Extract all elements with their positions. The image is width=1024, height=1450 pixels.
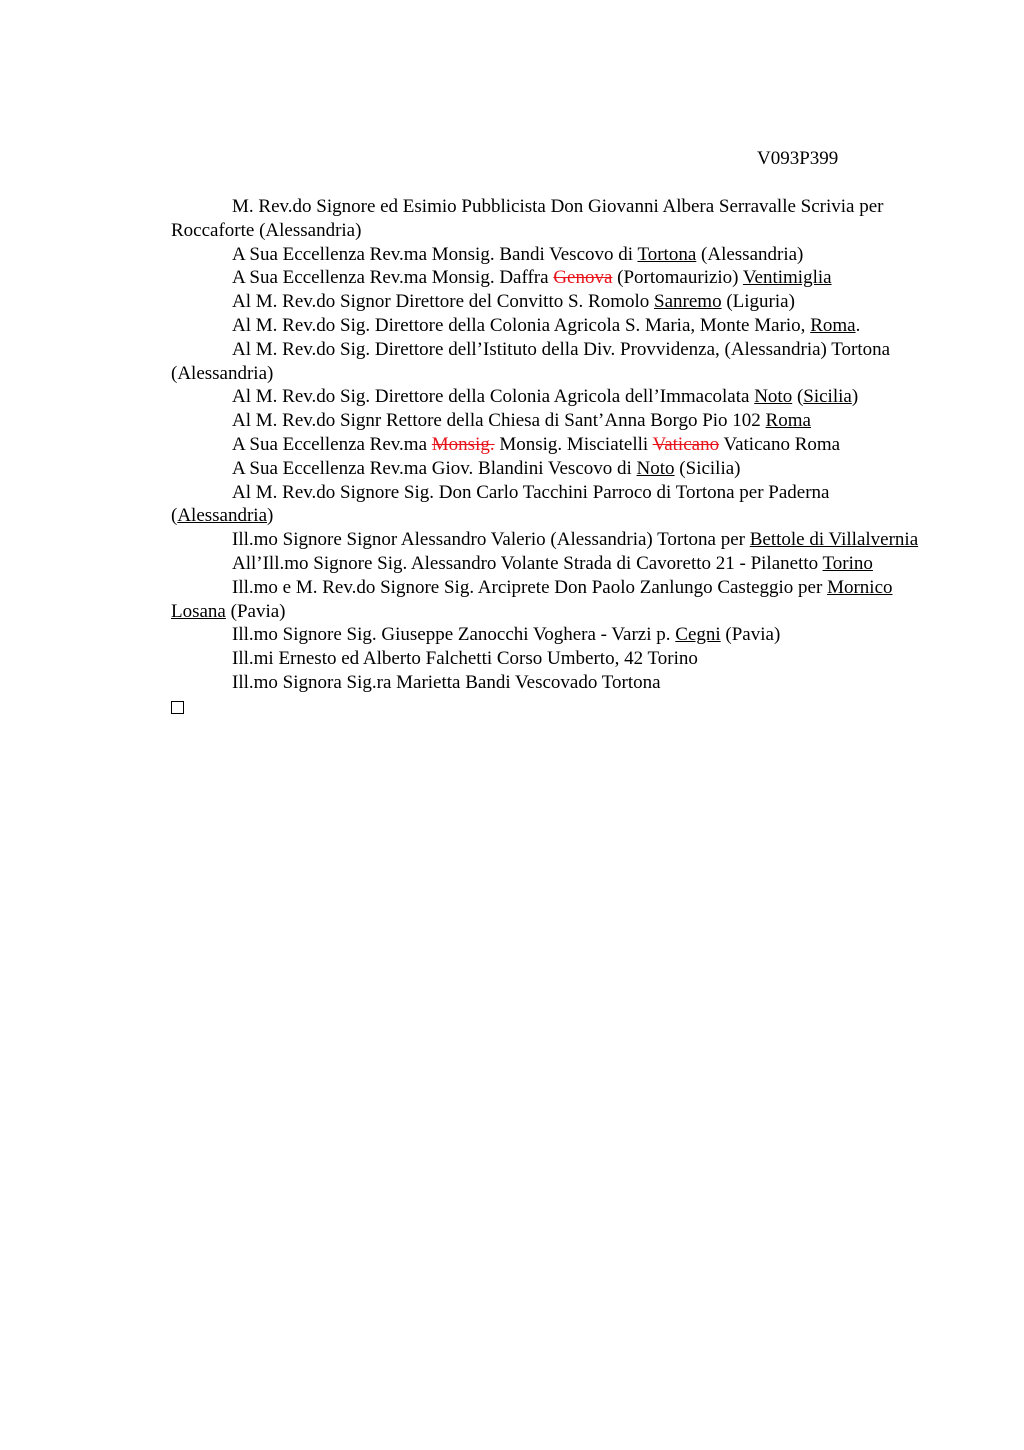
entry-text: Vaticano Roma bbox=[719, 433, 841, 455]
entry-text: A Sua Eccellenza Rev.ma bbox=[232, 433, 432, 455]
entry-text: Ill.mo Signore Signor Alessandro Valerio (Alessandria) Tortona per bbox=[232, 529, 750, 551]
entry-text: A Sua Eccellenza Rev.ma Monsig. Daffra bbox=[232, 267, 554, 289]
address-list bbox=[171, 195, 921, 721]
underlined-place: Noto bbox=[636, 457, 675, 479]
address-entry bbox=[171, 481, 921, 529]
address-entry bbox=[171, 552, 921, 576]
underlined-place: Cegni bbox=[675, 624, 721, 646]
address-entry bbox=[171, 433, 921, 457]
address-entry bbox=[171, 314, 921, 338]
address-entry bbox=[171, 623, 921, 647]
address-entry bbox=[171, 338, 921, 386]
entry-text: Ill.mo e M. Rev.do Signore Sig. Arciprete Don Paolo Zanlungo Casteggio per bbox=[232, 576, 828, 598]
underlined-place: Ventimiglia bbox=[742, 267, 832, 289]
entry-text: ( bbox=[792, 386, 804, 408]
entry-text: ) bbox=[267, 505, 274, 527]
entry-text: Al M. Rev.do Sig. Direttore della Colonia Agricola S. Maria, Monte Mario, bbox=[232, 314, 811, 336]
struck-text: Genova bbox=[553, 267, 613, 289]
entry-text: Ill.mi Ernesto ed Alberto Falchetti Corso Umberto, 42 Torino bbox=[232, 648, 698, 670]
address-entry bbox=[171, 385, 921, 409]
entry-text: (Alessandria) bbox=[696, 243, 804, 265]
address-entry bbox=[171, 671, 921, 695]
address-entry bbox=[171, 195, 921, 243]
entry-text: All’Ill.mo Signore Sig. Alessandro Volante Strada di Cavoretto 21 - Pilanetto bbox=[232, 552, 823, 574]
address-entry bbox=[171, 576, 921, 624]
underlined-place: Torino bbox=[822, 552, 873, 574]
underlined-place: Tortona bbox=[637, 243, 697, 265]
entry-text: A Sua Eccellenza Rev.ma Giov. Blandini Vescovo di bbox=[232, 457, 637, 479]
struck-text: Vaticano bbox=[652, 433, 720, 455]
entry-text: Monsig. Misciatelli bbox=[494, 433, 653, 455]
underlined-place: Noto bbox=[754, 386, 793, 408]
underlined-place: Mornico Losana bbox=[171, 576, 893, 622]
address-entry bbox=[171, 409, 921, 433]
address-entry bbox=[171, 457, 921, 481]
entry-text: Al M. Rev.do Sig. Direttore della Colonia Agricola dell’Immacolata bbox=[232, 386, 755, 408]
address-entry bbox=[171, 647, 921, 671]
page-identifier: V093P399 bbox=[757, 148, 839, 169]
entry-text: M. Rev.do Signore ed Esimio Pubblicista Don Giovanni Albera Serravalle Scrivia per Roccaforte (Alessandria) bbox=[171, 196, 884, 241]
entry-text: A Sua Eccellenza Rev.ma Monsig. Bandi Vescovo di bbox=[232, 243, 638, 265]
end-of-list-box-icon bbox=[171, 695, 921, 721]
entry-text: Al M. Rev.do Signore Sig. Don Carlo Tacchini Parroco di Tortona per Paderna ( bbox=[171, 481, 830, 527]
struck-text: Monsig. bbox=[431, 433, 495, 455]
address-entry bbox=[171, 266, 921, 290]
entry-text: (Portomaurizio) bbox=[612, 267, 743, 289]
underlined-place: Alessandria bbox=[177, 505, 268, 527]
underlined-place: Sanremo bbox=[654, 291, 722, 313]
entry-text: Al M. Rev.do Sig. Direttore dell’Istituto della Div. Provvidenza, (Alessandria) Tortona (Alessandria) bbox=[171, 338, 891, 384]
entry-text: Al M. Rev.do Signor Direttore del Convitto S. Romolo bbox=[232, 291, 655, 313]
entry-text: (Liguria) bbox=[721, 291, 795, 313]
entry-text: (Sicilia) bbox=[674, 457, 741, 479]
address-entry bbox=[171, 290, 921, 314]
underlined-place: Sicilia bbox=[803, 386, 852, 408]
entry-text: (Pavia) bbox=[225, 600, 286, 622]
entry-text: Al M. Rev.do Signr Rettore della Chiesa di Sant’Anna Borgo Pio 102 bbox=[232, 410, 766, 432]
entry-text: ) bbox=[851, 386, 859, 408]
entry-text: (Pavia) bbox=[720, 624, 781, 646]
underlined-place: Roma bbox=[765, 410, 811, 432]
address-entry bbox=[171, 243, 921, 267]
underlined-place: Roma bbox=[810, 314, 856, 336]
address-entry bbox=[171, 528, 921, 552]
entry-text: Ill.mo Signora Sig.ra Marietta Bandi Vescovado Tortona bbox=[232, 671, 661, 693]
entry-text: Ill.mo Signore Sig. Giuseppe Zanocchi Voghera - Varzi p. bbox=[232, 624, 676, 646]
entry-text: . bbox=[855, 314, 861, 336]
underlined-place: Bettole di Villalvernia bbox=[749, 529, 919, 551]
